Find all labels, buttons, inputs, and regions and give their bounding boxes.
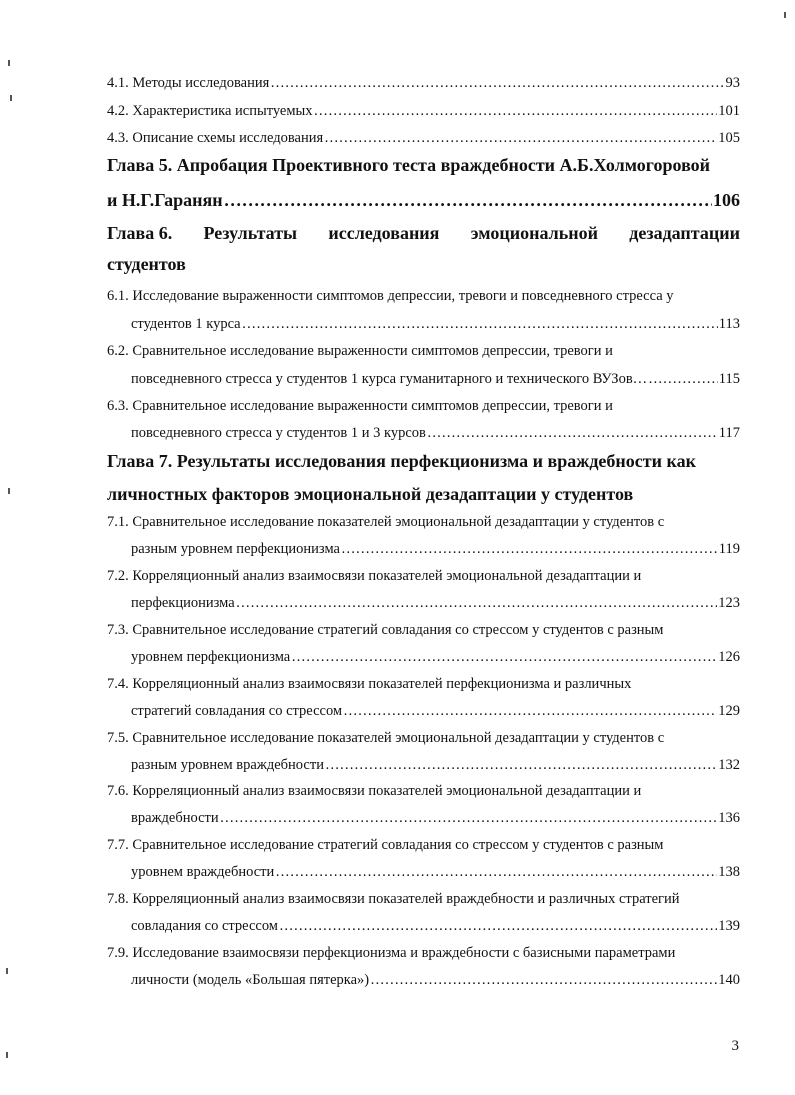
- toc-entry-7-2-line2: [131, 593, 740, 613]
- toc-entry-title: повседневного стресса у студентов 1 курса гуманитарного и технического ВУЗов…: [131, 371, 648, 387]
- leader-dots: [648, 369, 718, 389]
- toc-page: 129: [718, 703, 740, 719]
- toc-entry-4-2: [107, 101, 740, 121]
- toc-page: 101: [718, 103, 740, 119]
- toc-entry-title: 4.1. Методы исследования: [107, 75, 270, 91]
- chapter-6-word: исследования: [328, 223, 440, 243]
- toc-entry-title: разным уровнем враждебности: [131, 757, 324, 773]
- toc-entry-title: 4.3. Описание схемы исследования: [107, 130, 324, 146]
- leader-dots: [242, 314, 718, 334]
- scan-artifact: [6, 968, 8, 974]
- toc-entry-title: студентов 1 курса: [131, 316, 241, 332]
- leader-dots: [427, 423, 718, 443]
- toc-page: 113: [718, 316, 740, 332]
- leader-dots: [291, 647, 717, 667]
- toc-entry-6-1-line2: [131, 314, 740, 334]
- page-number: 3: [731, 1038, 739, 1054]
- scan-artifact: [8, 60, 10, 66]
- chapter-5-authors: и Н.Г.Гаранян: [107, 190, 223, 210]
- chapter-7-line2: личностных факторов эмоциональной дезадаптации у студентов: [107, 484, 634, 504]
- toc-entry-7-7-line2: [131, 862, 740, 882]
- toc-page: 123: [718, 595, 740, 611]
- toc-entry-7-6-line2: [131, 808, 740, 828]
- chapter-7-title: Глава 7. Результаты исследования перфекционизма и враждебности как: [107, 451, 696, 471]
- leader-dots: [275, 862, 717, 882]
- toc-entry-6-3-line1: 6.3. Сравнительное исследование выраженности симптомов депрессии, тревоги и: [107, 398, 613, 414]
- toc-entry-7-6-line1: 7.6. Корреляционный анализ взаимосвязи показателей эмоциональной дезадаптации и: [107, 783, 642, 799]
- leader-dots: [220, 808, 718, 828]
- leader-dots: [270, 73, 724, 93]
- chapter-6-word: дезадаптации: [629, 223, 740, 243]
- toc-page: 132: [718, 757, 740, 773]
- leader-dots: [279, 916, 717, 936]
- chapter-6-word: Результаты: [203, 223, 298, 243]
- toc-entry-7-9-line1: 7.9. Исследование взаимосвязи перфекционизма и враждебности с базисными параметрами: [107, 945, 676, 961]
- toc-page: 139: [718, 918, 740, 934]
- toc-entry-title: личности (модель «Большая пятерка»): [131, 972, 370, 988]
- toc-entry-title: повседневного стресса у студентов 1 и 3 курсов: [131, 425, 426, 441]
- toc-entry-title: перфекционизма: [131, 595, 235, 611]
- toc-entry-title: враждебности: [131, 810, 219, 826]
- toc-entry-6-3-line2: [131, 423, 740, 443]
- toc-page: 126: [718, 649, 740, 665]
- toc-entry-title: уровнем враждебности: [131, 864, 275, 880]
- toc-entry-4-3: [107, 128, 740, 148]
- toc-entry-7-3-line2: [131, 647, 740, 667]
- toc-entry-title: разным уровнем перфекционизма: [131, 541, 340, 557]
- scan-artifact: [6, 1052, 8, 1058]
- toc-page: 93: [725, 75, 740, 91]
- toc-page: 136: [718, 810, 740, 826]
- toc-entry-7-1-line2: [131, 539, 740, 559]
- toc-page: 119: [718, 541, 740, 557]
- toc-page: 140: [718, 972, 740, 988]
- chapter-6-word: эмоциональной: [470, 223, 598, 243]
- toc-page: 115: [718, 371, 740, 387]
- toc-entry-7-8-line1: 7.8. Корреляционный анализ взаимосвязи показателей враждебности и различных стратегий: [107, 891, 680, 907]
- toc-entry-title: уровнем перфекционизма: [131, 649, 291, 665]
- toc-entry-7-8-line2: [131, 916, 740, 936]
- toc-entry-7-5-line2: [131, 755, 740, 775]
- toc-entry-4-1: [107, 73, 740, 93]
- chapter-6-line2: студентов: [107, 254, 186, 274]
- chapter-6-word: Глава 6.: [107, 223, 173, 243]
- leader-dots: [236, 593, 718, 613]
- toc-page: 105: [718, 130, 740, 146]
- leader-dots: [224, 188, 712, 212]
- toc-entry-6-1-line1: 6.1. Исследование выраженности симптомов депрессии, тревоги и повседневного стресса у: [107, 288, 674, 304]
- toc-entry-7-4-line2: [131, 701, 740, 721]
- scan-artifact: [10, 95, 12, 101]
- toc-page: 138: [718, 864, 740, 880]
- toc-page: 106: [713, 190, 740, 210]
- toc-entry-7-2-line1: 7.2. Корреляционный анализ взаимосвязи показателей эмоциональной дезадаптации и: [107, 568, 642, 584]
- chapter-5-title: Глава 5. Апробация Проективного теста враждебности А.Б.Холмогоровой: [107, 155, 711, 175]
- toc-entry-7-5-line1: 7.5. Сравнительное исследование показателей эмоциональной дезадаптации у студентов с: [107, 730, 665, 746]
- leader-dots: [370, 970, 717, 990]
- toc-entry-title: стратегий совладания со стрессом: [131, 703, 343, 719]
- leader-dots: [314, 101, 718, 121]
- chapter-6-title: [107, 221, 740, 245]
- toc-entry-7-9-line2: [131, 970, 740, 990]
- toc-entry-6-2-line1: 6.2. Сравнительное исследование выраженности симптомов депрессии, тревоги и: [107, 343, 613, 359]
- scan-artifact: [8, 488, 10, 494]
- toc-entry-6-2-line2: [131, 369, 740, 389]
- leader-dots: [325, 755, 717, 775]
- toc-entry-title: совладания со стрессом: [131, 918, 278, 934]
- toc-entry-7-4-line1: 7.4. Корреляционный анализ взаимосвязи показателей перфекционизма и различных: [107, 676, 632, 692]
- toc-entry-7-3-line1: 7.3. Сравнительное исследование стратегий совладания со стрессом у студентов с разным: [107, 622, 664, 638]
- leader-dots: [341, 539, 718, 559]
- toc-entry-title: 4.2. Характеристика испытуемых: [107, 103, 313, 119]
- toc-entry-7-1-line1: 7.1. Сравнительное исследование показателей эмоциональной дезадаптации у студентов с: [107, 514, 665, 530]
- chapter-5-line2: [107, 188, 740, 212]
- toc-page: 117: [718, 425, 740, 441]
- toc-entry-7-7-line1: 7.7. Сравнительное исследование стратегий совладания со стрессом у студентов с разным: [107, 837, 664, 853]
- leader-dots: [324, 128, 717, 148]
- scan-artifact: [784, 12, 786, 18]
- leader-dots: [343, 701, 717, 721]
